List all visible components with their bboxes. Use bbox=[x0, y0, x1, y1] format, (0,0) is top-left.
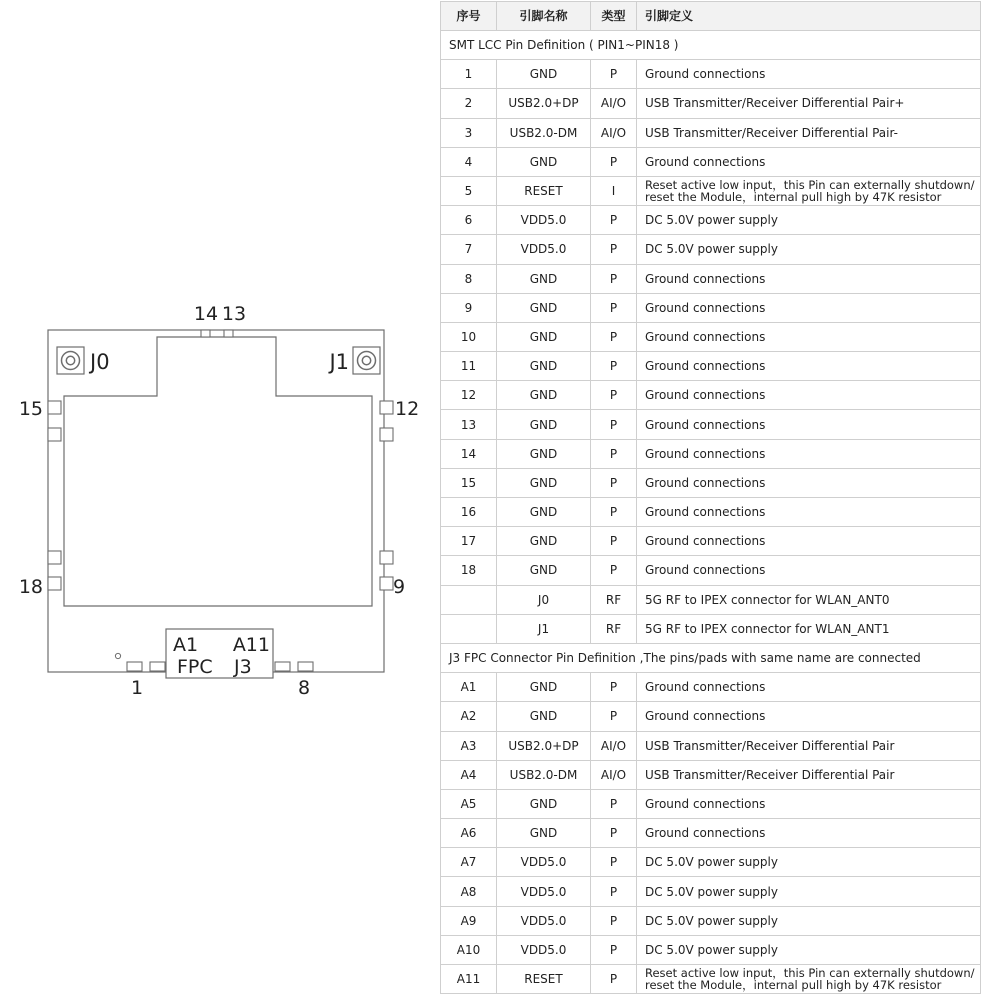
pin-number-cell: 8 bbox=[441, 264, 497, 293]
pin-number-cell: A8 bbox=[441, 877, 497, 906]
ipex-connector-j1 bbox=[353, 347, 380, 374]
pin-type-cell: P bbox=[591, 527, 637, 556]
table-row bbox=[441, 585, 981, 614]
pin-definition-cell: Ground connections bbox=[637, 498, 981, 527]
pin-name-cell: GND bbox=[497, 322, 591, 351]
table-row bbox=[441, 89, 981, 118]
table-row bbox=[441, 176, 981, 205]
pin-type-cell: P bbox=[591, 60, 637, 89]
pin-type-cell: P bbox=[591, 264, 637, 293]
pin-number-cell: A5 bbox=[441, 789, 497, 818]
pin-number-cell: 1 bbox=[441, 60, 497, 89]
pin-type-cell: RF bbox=[591, 614, 637, 643]
pin-definition-cell: Ground connections bbox=[637, 468, 981, 497]
table-row bbox=[441, 322, 981, 351]
pin-definition-cell: Ground connections bbox=[637, 702, 981, 731]
label-pin-18: 18 bbox=[18, 576, 43, 598]
pin-number-cell: 18 bbox=[441, 556, 497, 585]
pin-name-cell: GND bbox=[497, 789, 591, 818]
pin-definition-cell: DC 5.0V power supply bbox=[637, 206, 981, 235]
module-diagram bbox=[0, 0, 440, 1000]
pin-type-cell: P bbox=[591, 235, 637, 264]
table-row bbox=[441, 118, 981, 147]
pin-name-cell: VDD5.0 bbox=[497, 877, 591, 906]
table-row bbox=[441, 410, 981, 439]
pin-definition-cell: 5G RF to IPEX connector for WLAN_ANT0 bbox=[637, 585, 981, 614]
pin-definition-cell: DC 5.0V power supply bbox=[637, 235, 981, 264]
pin-table-body bbox=[441, 31, 981, 994]
section-title: SMT LCC Pin Definition ( PIN1~PIN18 ) bbox=[441, 31, 981, 60]
label-pin-1: 1 bbox=[130, 677, 144, 699]
pin-type-cell: P bbox=[591, 819, 637, 848]
pin-name-cell: RESET bbox=[497, 176, 591, 205]
label-pin-14: 14 bbox=[193, 303, 219, 325]
pin-name-cell: VDD5.0 bbox=[497, 848, 591, 877]
pin-definition-cell: Ground connections bbox=[637, 819, 981, 848]
pin-type-cell: P bbox=[591, 293, 637, 322]
pin-name-cell: GND bbox=[497, 527, 591, 556]
label-j0: J0 bbox=[90, 350, 110, 374]
pin-number-cell: 10 bbox=[441, 322, 497, 351]
pin-type-cell: P bbox=[591, 965, 637, 994]
pin-name-cell: J1 bbox=[497, 614, 591, 643]
pin-number-cell: 15 bbox=[441, 468, 497, 497]
pad-15 bbox=[48, 401, 61, 414]
table-row bbox=[441, 877, 981, 906]
pin-name-cell: GND bbox=[497, 264, 591, 293]
pin-type-cell: RF bbox=[591, 585, 637, 614]
pin-number-cell bbox=[441, 614, 497, 643]
pad-1 bbox=[127, 662, 142, 671]
pin-number-cell: 16 bbox=[441, 498, 497, 527]
pin-number-cell: 5 bbox=[441, 176, 497, 205]
pin-number-cell: 13 bbox=[441, 410, 497, 439]
pin-definition-cell: Ground connections bbox=[637, 789, 981, 818]
pin-definition-cell: DC 5.0V power supply bbox=[637, 906, 981, 935]
pad-9 bbox=[380, 577, 393, 590]
pin-type-cell: P bbox=[591, 556, 637, 585]
header-pin-name: 引脚名称 bbox=[497, 2, 591, 31]
pin1-marker bbox=[115, 653, 120, 658]
pin-number-cell: A10 bbox=[441, 935, 497, 964]
pin-name-cell: GND bbox=[497, 819, 591, 848]
pin-number-cell: A7 bbox=[441, 848, 497, 877]
pin-type-cell: P bbox=[591, 935, 637, 964]
pin-number-cell: A1 bbox=[441, 673, 497, 702]
label-j1: J1 bbox=[329, 350, 349, 374]
pin-definition-cell: Reset active low input，this Pin can externally shutdown/ reset the Module，internal pull high by 47K resistor bbox=[637, 965, 981, 994]
table-row bbox=[441, 702, 981, 731]
pad-7 bbox=[275, 662, 290, 671]
table-row bbox=[441, 906, 981, 935]
pin-definition-cell: Ground connections bbox=[637, 439, 981, 468]
header-index: 序号 bbox=[441, 2, 497, 31]
pin-number-cell: A2 bbox=[441, 702, 497, 731]
table-row bbox=[441, 731, 981, 760]
pin-name-cell: USB2.0-DM bbox=[497, 118, 591, 147]
pin-number-cell: 2 bbox=[441, 89, 497, 118]
label-pin-13: 13 bbox=[221, 303, 247, 325]
pin-definition-cell: Ground connections bbox=[637, 556, 981, 585]
table-row bbox=[441, 206, 981, 235]
pin-number-cell: 7 bbox=[441, 235, 497, 264]
pin-name-cell: GND bbox=[497, 381, 591, 410]
pad-13 bbox=[224, 330, 233, 337]
pad-18 bbox=[48, 577, 61, 590]
pin-type-cell: AI/O bbox=[591, 760, 637, 789]
pin-type-cell: P bbox=[591, 147, 637, 176]
table-row bbox=[441, 789, 981, 818]
pad-17 bbox=[48, 551, 61, 564]
table-row bbox=[441, 673, 981, 702]
pin-definition-cell: Ground connections bbox=[637, 322, 981, 351]
label-pin-8: 8 bbox=[297, 677, 311, 699]
pin-number-cell: 9 bbox=[441, 293, 497, 322]
pin-type-cell: I bbox=[591, 176, 637, 205]
label-pin-9: 9 bbox=[393, 576, 406, 598]
pin-name-cell: GND bbox=[497, 147, 591, 176]
pin-definition-cell: Ground connections bbox=[637, 352, 981, 381]
ipex-connector-j0 bbox=[57, 347, 84, 374]
pad-11 bbox=[380, 428, 393, 441]
pin-name-cell: USB2.0-DM bbox=[497, 760, 591, 789]
table-row bbox=[441, 965, 981, 994]
pin-name-cell: J0 bbox=[497, 585, 591, 614]
pin-definition-cell: DC 5.0V power supply bbox=[637, 935, 981, 964]
pin-definition-cell: USB Transmitter/Receiver Differential Pair bbox=[637, 760, 981, 789]
table-row bbox=[441, 147, 981, 176]
pin-definition-cell: Ground connections bbox=[637, 673, 981, 702]
pin-definition-cell: DC 5.0V power supply bbox=[637, 877, 981, 906]
pin-definition-cell: Ground connections bbox=[637, 410, 981, 439]
pin-number-cell: 17 bbox=[441, 527, 497, 556]
pad-12 bbox=[380, 401, 393, 414]
pin-name-cell: GND bbox=[497, 293, 591, 322]
label-pin-12: 12 bbox=[395, 398, 420, 420]
label-fpc-ref: J3 bbox=[234, 656, 252, 678]
pin-number-cell: 12 bbox=[441, 381, 497, 410]
pin-type-cell: AI/O bbox=[591, 731, 637, 760]
pin-name-cell: USB2.0+DP bbox=[497, 731, 591, 760]
section-title-row bbox=[441, 643, 981, 672]
pin-name-cell: VDD5.0 bbox=[497, 906, 591, 935]
pad-16 bbox=[48, 428, 61, 441]
table-row bbox=[441, 439, 981, 468]
pin-type-cell: P bbox=[591, 322, 637, 351]
pin-type-cell: P bbox=[591, 381, 637, 410]
table-row bbox=[441, 293, 981, 322]
pin-number-cell: 3 bbox=[441, 118, 497, 147]
pad-2 bbox=[150, 662, 165, 671]
table-row bbox=[441, 819, 981, 848]
table-row bbox=[441, 381, 981, 410]
table-row bbox=[441, 614, 981, 643]
pin-definition-cell: Ground connections bbox=[637, 527, 981, 556]
pin-definition-cell: USB Transmitter/Receiver Differential Pair- bbox=[637, 118, 981, 147]
pin-name-cell: GND bbox=[497, 439, 591, 468]
pin-definition-cell: Ground connections bbox=[637, 60, 981, 89]
pin-number-cell bbox=[441, 585, 497, 614]
header-type: 类型 bbox=[591, 2, 637, 31]
table-row bbox=[441, 848, 981, 877]
pin-type-cell: AI/O bbox=[591, 118, 637, 147]
pin-type-cell: P bbox=[591, 468, 637, 497]
pin-definition-cell: Ground connections bbox=[637, 147, 981, 176]
pin-name-cell: GND bbox=[497, 468, 591, 497]
section-title: J3 FPC Connector Pin Definition ,The pins/pads with same name are connected bbox=[441, 643, 981, 672]
table-row bbox=[441, 556, 981, 585]
pin-number-cell: A4 bbox=[441, 760, 497, 789]
pin-number-cell: A3 bbox=[441, 731, 497, 760]
pin-number-cell: 4 bbox=[441, 147, 497, 176]
pin-number-cell: 14 bbox=[441, 439, 497, 468]
table-row bbox=[441, 60, 981, 89]
pin-number-cell: A11 bbox=[441, 965, 497, 994]
table-row bbox=[441, 760, 981, 789]
label-fpc-a11: A11 bbox=[232, 634, 270, 656]
pin-name-cell: VDD5.0 bbox=[497, 235, 591, 264]
pin-number-cell: A6 bbox=[441, 819, 497, 848]
pin-name-cell: VDD5.0 bbox=[497, 206, 591, 235]
label-fpc-a1: A1 bbox=[173, 634, 199, 656]
pin-definition-cell: Ground connections bbox=[637, 293, 981, 322]
table-row bbox=[441, 468, 981, 497]
pin-type-cell: P bbox=[591, 848, 637, 877]
pin-type-cell: P bbox=[591, 439, 637, 468]
pin-definition-cell: Ground connections bbox=[637, 264, 981, 293]
pin-name-cell: GND bbox=[497, 410, 591, 439]
pin-name-cell: GND bbox=[497, 498, 591, 527]
pin-name-cell: RESET bbox=[497, 965, 591, 994]
pin-definition-cell: USB Transmitter/Receiver Differential Pair+ bbox=[637, 89, 981, 118]
table-row bbox=[441, 527, 981, 556]
table-row bbox=[441, 498, 981, 527]
label-fpc-name: FPC bbox=[177, 656, 213, 678]
pin-name-cell: GND bbox=[497, 702, 591, 731]
label-pin-15: 15 bbox=[18, 398, 43, 420]
pin-definition-cell: Ground connections bbox=[637, 381, 981, 410]
pin-definition-table bbox=[440, 1, 981, 994]
pin-definition-cell: USB Transmitter/Receiver Differential Pair bbox=[637, 731, 981, 760]
pin-name-cell: USB2.0+DP bbox=[497, 89, 591, 118]
pin-type-cell: AI/O bbox=[591, 89, 637, 118]
pin-definition-cell: 5G RF to IPEX connector for WLAN_ANT1 bbox=[637, 614, 981, 643]
pin-type-cell: P bbox=[591, 498, 637, 527]
table-header-row bbox=[441, 2, 981, 31]
pin-type-cell: P bbox=[591, 673, 637, 702]
pin-number-cell: A9 bbox=[441, 906, 497, 935]
pin-name-cell: GND bbox=[497, 673, 591, 702]
pin-type-cell: P bbox=[591, 206, 637, 235]
pin-type-cell: P bbox=[591, 410, 637, 439]
pin-type-cell: P bbox=[591, 877, 637, 906]
pad-14 bbox=[201, 330, 210, 337]
header-definition: 引脚定义 bbox=[637, 2, 981, 31]
pin-definition-cell: DC 5.0V power supply bbox=[637, 848, 981, 877]
table-row bbox=[441, 935, 981, 964]
pad-8 bbox=[298, 662, 313, 671]
section-title-row bbox=[441, 31, 981, 60]
pin-type-cell: P bbox=[591, 789, 637, 818]
pin-name-cell: GND bbox=[497, 352, 591, 381]
pin-name-cell: GND bbox=[497, 556, 591, 585]
pin-type-cell: P bbox=[591, 352, 637, 381]
pad-10 bbox=[380, 551, 393, 564]
pin-type-cell: P bbox=[591, 702, 637, 731]
table-row bbox=[441, 264, 981, 293]
table-row bbox=[441, 352, 981, 381]
pin-definition-cell: Reset active low input，this Pin can externally shutdown/ reset the Module，internal pull high by 47K resistor bbox=[637, 176, 981, 205]
table-row bbox=[441, 235, 981, 264]
pin-name-cell: GND bbox=[497, 60, 591, 89]
pin-type-cell: P bbox=[591, 906, 637, 935]
pin-number-cell: 11 bbox=[441, 352, 497, 381]
pin-name-cell: VDD5.0 bbox=[497, 935, 591, 964]
pin-number-cell: 6 bbox=[441, 206, 497, 235]
